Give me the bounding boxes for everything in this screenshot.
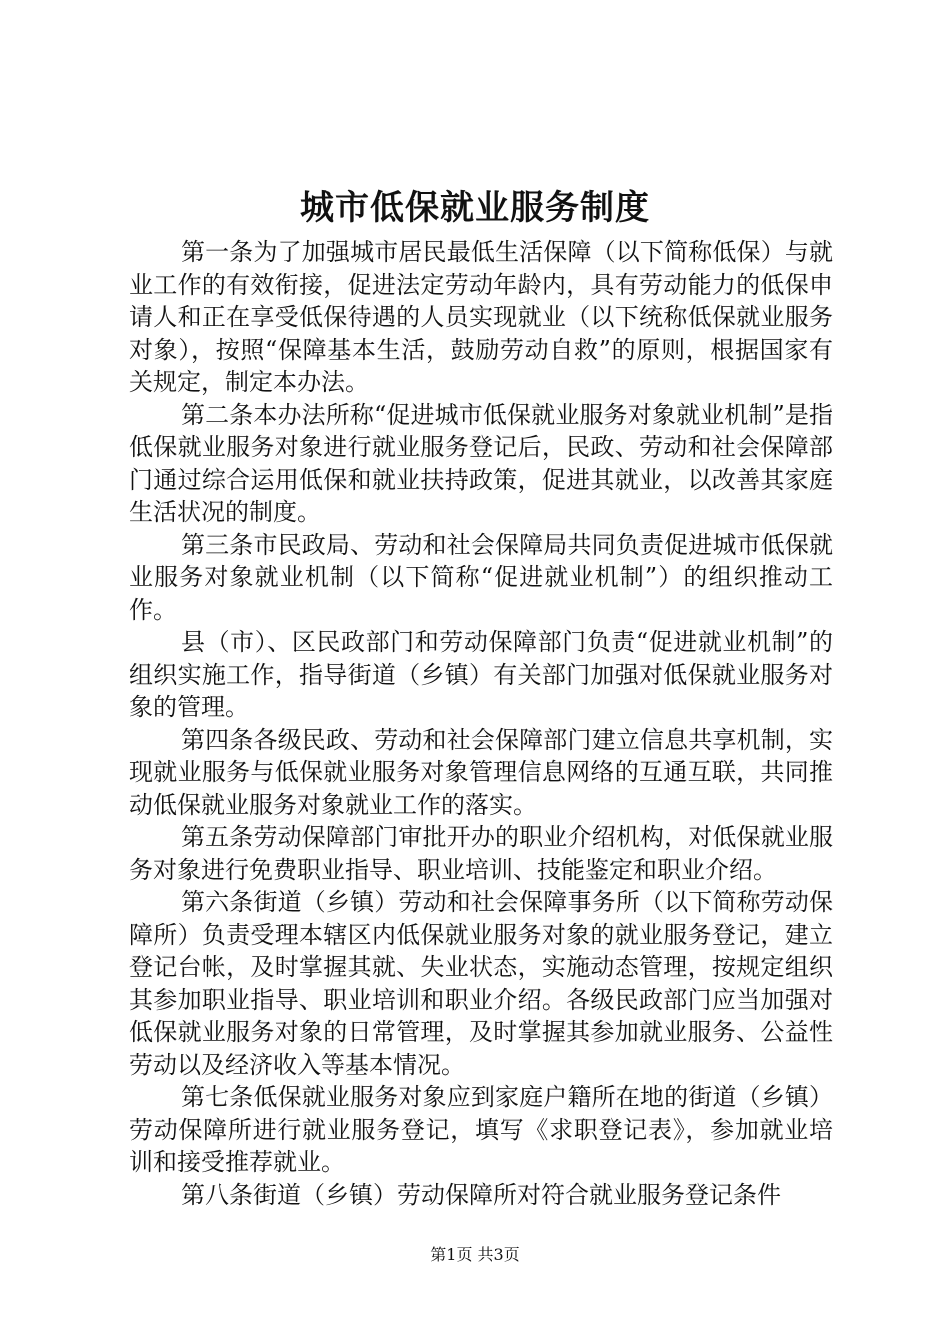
page-number-footer: 第1页 共3页: [430, 1245, 520, 1264]
paragraph-4: 县（市）、区民政部门和劳动保障部门负责“促进就业机制”的组织实施工作，指导街道（乡镇）有关部门加强对低保就业服务对象的管理。: [129, 628, 833, 721]
document-body: [129, 236, 833, 1211]
paragraph-1: 第一条为了加强城市居民最低生活保障（以下简称低保）与就业工作的有效衔接，促进法定劳动年龄内，具有劳动能力的低保申请人和正在享受低保待遇的人员实现就业（以下统称低保就业服务对象），按照“保障基本生活，鼓励劳动自救”的原则，根据国家有关规定，制定本办法。: [129, 238, 833, 396]
paragraph-2: 第二条本办法所称“促进城市低保就业服务对象就业机制”是指低保就业服务对象进行就业服务登记后，民政、劳动和社会保障部门通过综合运用低保和就业扶持政策，促进其就业，以改善其家庭生活状况的制度。: [129, 400, 833, 526]
paragraph-5: 第四条各级民政、劳动和社会保障部门建立信息共享机制，实现就业服务与低保就业服务对象管理信息网络的互通互联，共同推动低保就业服务对象就业工作的落实。: [129, 725, 833, 819]
document-title: 城市低保就业服务制度: [300, 188, 650, 228]
paragraph-8: 第七条低保就业服务对象应到家庭户籍所在地的街道（乡镇）劳动保障所进行就业服务登记，填写《求职登记表》，参加就业培训和接受推荐就业。: [129, 1083, 833, 1176]
paragraph-6: 第五条劳动保障部门审批开办的职业介绍机构，对低保就业服务对象进行免费职业指导、职业培训、技能鉴定和职业介绍。: [129, 823, 833, 884]
paragraph-7: 第六条街道（乡镇）劳动和社会保障事务所（以下简称劳动保障所）负责受理本辖区内低保就业服务对象的就业服务登记，建立登记台帐，及时掌握其就、失业状态，实施动态管理，按规定组织其参加职业指导、职业培训和职业介绍。各级民政部门应当加强对低保就业服务对象的日常管理，及时掌握其参加就业服务、公益性劳动以及经济收入等基本情况。: [129, 888, 833, 1079]
paragraph-9: 第八条街道（乡镇）劳动保障所对符合就业服务登记条件: [181, 1180, 781, 1209]
paragraph-3: 第三条市民政局、劳动和社会保障局共同负责促进城市低保就业服务对象就业机制（以下简称“促进就业机制”）的组织推动工作。: [129, 530, 833, 624]
